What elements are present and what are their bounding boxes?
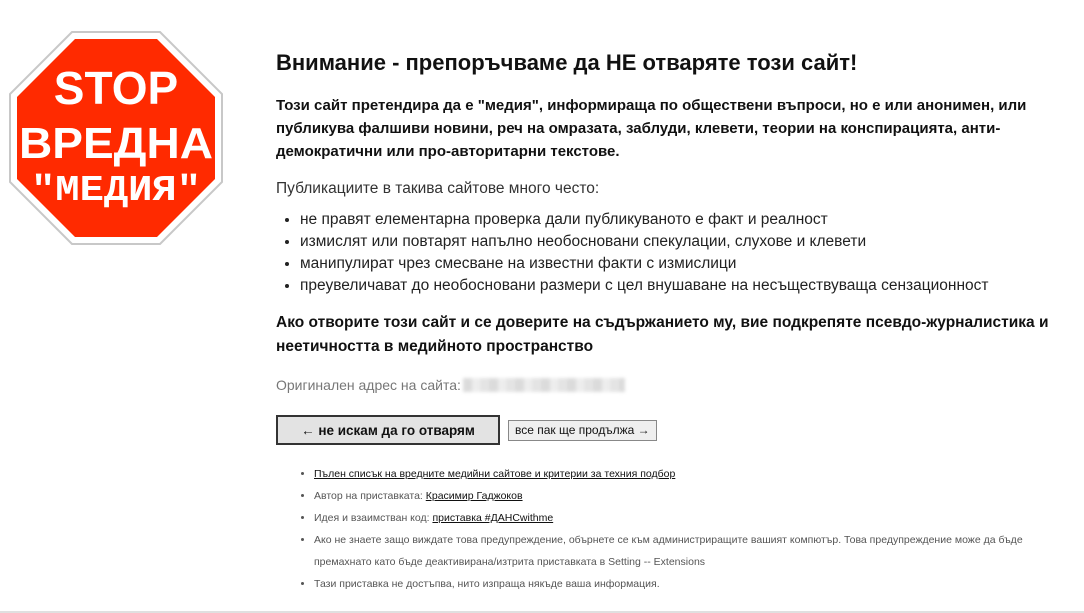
admin-note: • Ако не знаете защо виждате това предупреждение, обърнете се към администриращите вашият компютър. Това предупреждение може да бъде премахнато като бъде деактивирана/изтрита приставката в Setting -- Extensions [314,529,1076,573]
footer-notes [276,463,1076,595]
points-list [276,209,1076,297]
stop-sign-icon [8,30,224,246]
list-item [314,485,1076,507]
list-item: • преувеличават до необосновани размери с цел внушаване на несъществуваща сензационност [300,275,1076,297]
harmful-sites-list-link[interactable]: Пълен списък на вредните медийни сайтове и критерии за техния подбор [314,468,676,480]
action-buttons [276,415,1076,445]
stop-sign-line-media: "МЕДИЯ" [31,170,201,211]
stop-sign-line-harmful: ВРЕДНА [19,119,213,168]
idea-label: Идея и взаимстван код: [314,512,433,524]
list-item [314,507,1076,529]
continue-button[interactable]: все пак ще продължа → [508,420,657,441]
original-address-label: Оригинален адрес на сайта: [276,377,461,393]
privacy-note: • Тази приставка не достъпва, нито изпраща някъде ваша информация. [314,573,1076,595]
list-item [314,463,1076,485]
page-title: Внимание - препоръчваме да НЕ отваряте този сайт! [276,50,858,75]
author-label: Автор на приставката: [314,490,426,502]
author-link[interactable]: Красимир Гаджоков [425,490,523,502]
list-item: • не правят елементарна проверка дали публикуваното е факт и реалност [300,209,1076,231]
original-address [276,375,1076,395]
warning-text: Ако отворите този сайт и се доверите на съдържанието му, вие подкрепяте псевдо-журналистика и неетичността в медийното пространство [276,314,1049,355]
list-item: • манипулират чрез смесване на известни факти с измислици [300,253,1076,275]
intro-text: Този сайт претендира да е "медия", информираща по обществени въпроси, но е или анонимен, или публикува фалшиви новини, реч на омразата, заблуди, клевети, теории на конспирацията, анти-демократични или про-авторитарни текстове. [276,97,1027,160]
list-item: • измислят или повтарят напълно необосновани спекулации, слухове и клевети [300,231,1076,253]
warning-content [276,48,1076,595]
stop-sign-line-stop: STOP [53,62,179,114]
lead-text: Публикациите в такива сайтове много често: [276,180,600,197]
blurred-url [463,378,625,392]
go-back-button[interactable]: ← не искам да го отварям [276,415,500,445]
idea-link[interactable]: приставка #ДАНСwithme [432,512,554,524]
